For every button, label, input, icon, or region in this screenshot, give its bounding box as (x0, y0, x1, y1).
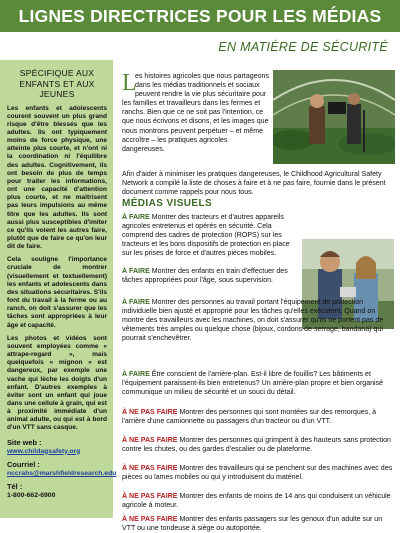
email-label: Courriel : (7, 459, 40, 469)
item-text: Montrer des personnes qui grimpent à des hauteurs sans protection contre les chutes, ou des gardes d'escalier ou de plateforme. (122, 437, 391, 453)
item-text: Être conscient de l'arrière-plan. Est-il libre de fouillis? Les bâtiments et l'équipement paraissent-ils bien entretenus? Un arrière-plan propre et bien organisé communique un milieu de sécurité et un souci du détail. (122, 371, 384, 396)
dont-keyword: À NE PAS FAIRE (122, 409, 178, 416)
website-label: Site web : (7, 437, 42, 447)
section-heading-visual-media: MÉDIAS VISUELS (122, 198, 213, 209)
dont-keyword: À NE PAS FAIRE (122, 465, 178, 472)
title-bar (0, 0, 400, 32)
do-keyword: À FAIRE (122, 371, 150, 378)
item-text: Montrer des travailleurs qui se penchent sur des machines avec des pièces ou lames mobiles ou qui y introduisent du matériel. (122, 465, 393, 481)
dont-keyword: À NE PAS FAIRE (122, 516, 178, 523)
greenhouse-camera-photo (273, 70, 395, 164)
purpose-paragraph: Afin d'aider à minimiser les pratiques dangereuses, le Childhood Agricultural Safety Network a compilé la liste de choses à faire et à ne pas faire, fournie dans le présent document comme rappels pour nous tous. (122, 171, 386, 197)
do-keyword: À FAIRE (122, 214, 150, 221)
main-content (122, 70, 394, 532)
item-text: Montrer des enfants de moins de 14 ans qui conduisent un véhicule agricole à moteur. (122, 493, 391, 509)
do-item-1 (122, 213, 298, 258)
dont-item-2 (122, 436, 394, 454)
intro-paragraph (122, 72, 270, 154)
item-text: Montrer des personnes au travail portant l'équipement de protection individuelle bien ajusté et approprié pour les tâches qu'elles exécutent. Quand on montre des travailleurs avec les machines, on doit s'assurer qu'ils ne portent pas de vêtements très amples ou quelque chose (bijoux, cordons de serrage, bandana) qui pourrait s'enchevêtrer. (122, 299, 384, 342)
page-title: LIGNES DIRECTRICES POUR LES MÉDIAS (18, 5, 382, 26)
dont-keyword: À NE PAS FAIRE (122, 437, 178, 444)
item-text: Montrer des personnes qui sont montées sur des remorques, à l'arrière d'une camionnette ou passagers d'un tracteur ou d'un VTT. (122, 409, 377, 425)
sidebar-paragraph-3: Les photos et vidéos sont souvent employées comme « attrape-regard », mais quelquefois « mignon » est dangereux, par exemple une vache qui lèche les doigts d'un enfant. D'autres exemples à éviter sont un enfant qui joue dans une cellule à grain, qui est à proximité immédiate d'un animal adulte, ou qui est à bord d'un VTT sans casque. (7, 334, 107, 432)
sidebar-content (7, 68, 117, 500)
dont-keyword: À NE PAS FAIRE (122, 493, 178, 500)
sidebar-paragraph-1: Les enfants et adolescents courent souvent un plus grand risque d'être blessés que les adultes. Ils ont typiquement moins de force physique, une atteinte plus courte, et n'ont ni la coordination ni l'équilibre des adultes. Cognitivement, ils ont besoin de plus de temps pour traiter les informations, ont une capacité d'attention plus courte, et ne maîtrisent pas leurs impulsions au même titre que les adultes. Ils sont aussi plus susceptibles d'imiter ce qu'ils voient les autres faire, plutôt que de faire ce qu'on leur dit de faire. (7, 104, 107, 251)
do-item-2 (122, 267, 298, 285)
do-item-3 (122, 298, 394, 343)
item-text: Montrer des tracteurs et d'autres appareils agricoles entretenus et opérés en sécurité. Cela comprend des cadres de protection (ROPS) sur les tracteurs et les bons dispositifs de protection en place sur les prises de force et d'autres pièces mobiles. (122, 214, 290, 257)
website-link[interactable]: www.childagsafety.org (7, 447, 81, 455)
page-subtitle: EN MATIÈRE DE SÉCURITÉ (218, 40, 388, 54)
item-text: Montrer des enfants passagers sur les genoux d'un adulte sur un VTT ou une tondeuse à siège ou autoportée. (122, 516, 383, 532)
dont-item-3 (122, 464, 394, 482)
sidebar-heading: SPÉCIFIQUE AUX ENFANTS ET AUX JEUNES (19, 68, 95, 99)
item-text: Montrer des enfants en train d'effectuer des tâches appropriées pour l'âge, sous supervision. (122, 268, 288, 284)
intro-text: es histoires agricoles que nous partageons dans les médias traditionnels et sociaux peuvent rendre la vie plus sécuritaire pour les familles et travailleurs dans les fermes et ranchs. Bien que ce ne soit pas l'intention, ce que nous écrivons et disons, et les images que nous montrons peuvent perpétuer – et même accroître – les pratiques agricoles dangereuses. (122, 73, 269, 153)
do-keyword: À FAIRE (122, 299, 150, 306)
drop-cap: L (122, 70, 137, 96)
dont-item-1 (122, 408, 394, 426)
sidebar-paragraph-2: Cela souligne l'importance cruciale de montrer (visuellement et textuellement) les enfants et adolescents dans des situations sécuritaires. S'ils font du travail à la ferme ou au ranch, on doit s'assurer que les tâches sont appropriées à leur âge et capacité. (7, 256, 107, 329)
phone-number: 1-800-662-6900 (7, 491, 56, 499)
email-link[interactable]: nccrahs@marshfieldresearch.edu (7, 469, 117, 477)
do-keyword: À FAIRE (122, 268, 150, 275)
sidebar-panel (0, 60, 117, 518)
dont-item-4 (122, 492, 394, 510)
phone-label: Tél : (7, 481, 23, 491)
do-item-4 (122, 370, 394, 397)
